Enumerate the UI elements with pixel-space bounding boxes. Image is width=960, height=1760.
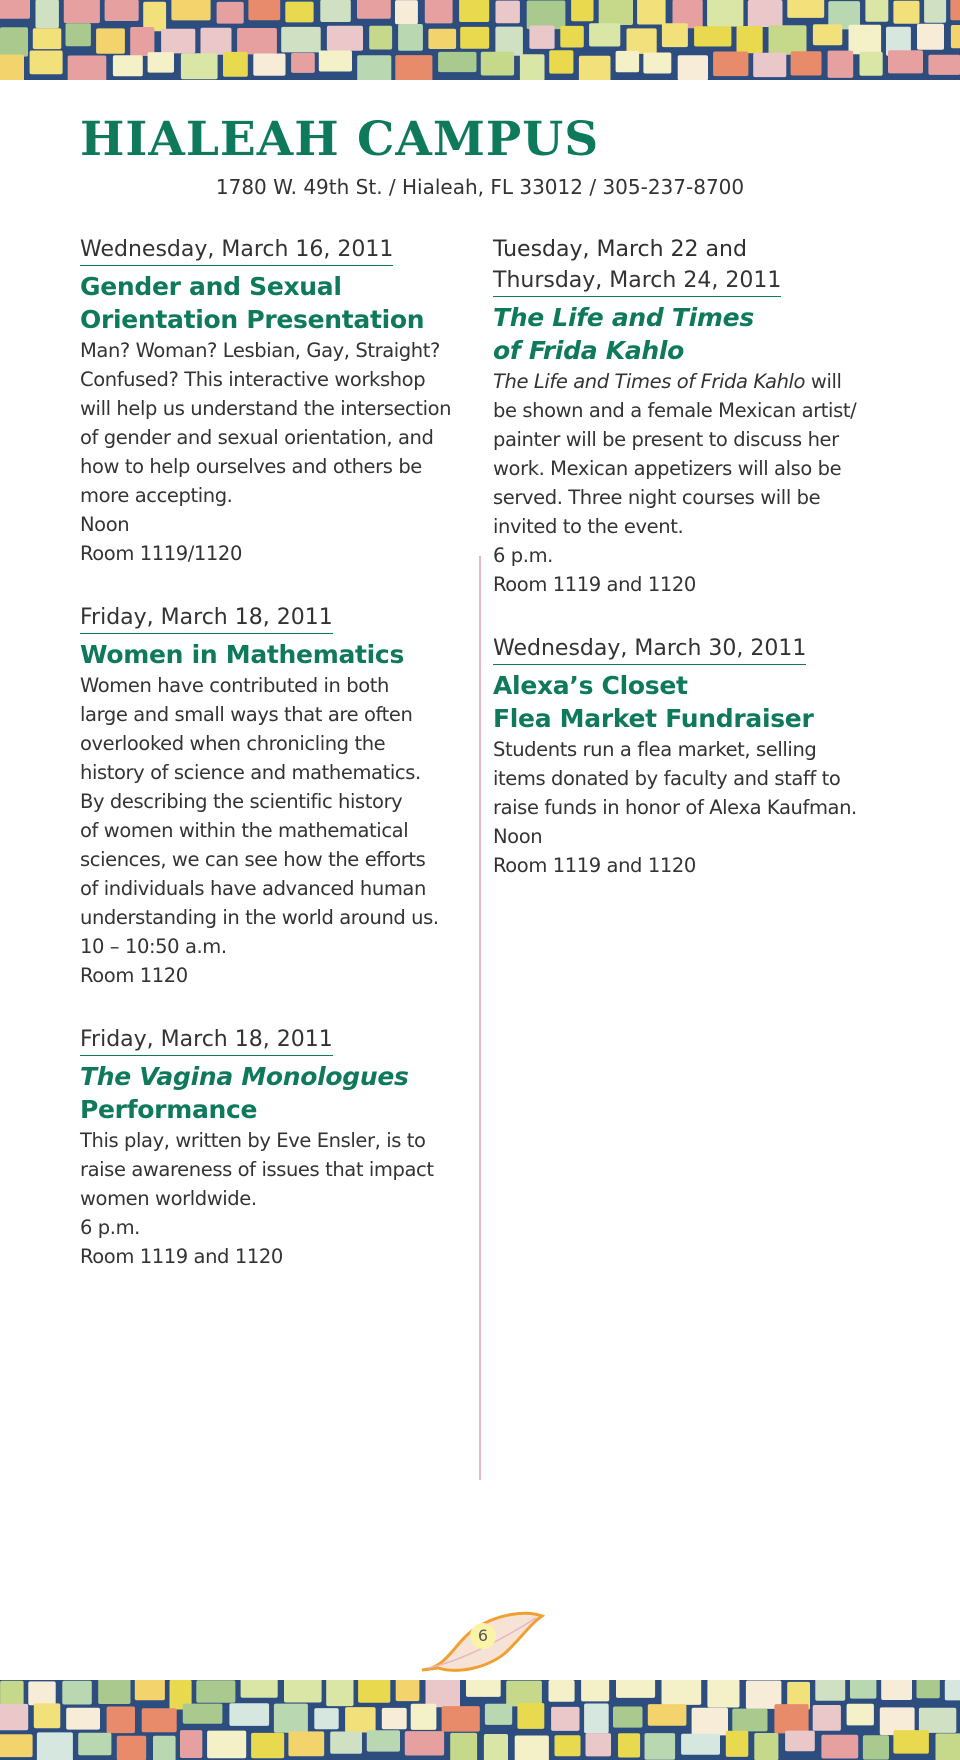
mosaic-tile <box>549 1680 575 1702</box>
event-description: Women have contributed in both large and small ways that are often overlooked when chronicling the history of science and mathematics. By describing the scientific history of women within the mathematical sciences, we can see how the efforts of individuals have advanced human understanding in the world around us. <box>80 674 439 929</box>
mosaic-tile <box>791 51 822 75</box>
mosaic-tile <box>196 1680 235 1702</box>
mosaic-tile <box>645 1733 676 1760</box>
mosaic-tile <box>253 54 285 76</box>
mosaic-tile <box>662 23 688 47</box>
mosaic-tile <box>785 1731 815 1752</box>
mosaic-tile <box>161 29 195 54</box>
mosaic-tile <box>517 1703 544 1729</box>
mosaic-tile <box>460 27 489 49</box>
mosaic-tile <box>37 1732 73 1760</box>
mosaic-tile <box>754 1733 778 1760</box>
mosaic-tile <box>229 1703 269 1726</box>
mosaic-tile <box>181 53 218 79</box>
mosaic-tile <box>314 1708 338 1729</box>
mosaic-tile <box>850 1680 876 1699</box>
event-date <box>493 234 893 299</box>
mosaic-tile <box>815 1680 845 1701</box>
mosaic-tile <box>495 27 523 56</box>
event-time: Noon <box>493 825 543 848</box>
mosaic-tile <box>358 1680 390 1703</box>
mosaic-tile <box>105 0 139 21</box>
mosaic-tile <box>425 0 453 23</box>
event-description: Man? Woman? Lesbian, Gay, Straight? Confused? This interactive workshop will help us understand the intersection of gender and sexual orientation, and how to help ourselves and others be more accepting. <box>80 339 452 507</box>
mosaic-tile <box>148 52 174 73</box>
mosaic-tile <box>207 1731 246 1759</box>
mosaic-tile <box>28 1681 55 1705</box>
mosaic-tile <box>707 0 743 27</box>
mosaic-tile <box>395 0 418 24</box>
mosaic-tile <box>506 1681 542 1707</box>
mosaic-tile <box>881 1680 912 1700</box>
right-column <box>493 234 893 914</box>
mosaic-tile <box>945 1680 960 1700</box>
mosaic-tile <box>153 1736 176 1760</box>
mosaic-tile <box>398 24 423 51</box>
mosaic-tile <box>828 51 854 78</box>
mosaic-tile <box>821 1735 858 1759</box>
mosaic-tile <box>237 28 277 54</box>
mosaic-tile <box>893 1 919 24</box>
event-title: Gender and Sexual Orientation Presentation <box>80 272 425 334</box>
mosaic-tile <box>180 1730 202 1758</box>
mosaic-tile <box>107 1707 135 1734</box>
mosaic-tile <box>96 28 125 53</box>
campus-address: 1780 W. 49th St. / Hialeah, FL 33012 / 305-237-8700 <box>215 175 745 199</box>
mosaic-tile <box>527 1 566 30</box>
event-time: 6 p.m. <box>493 544 553 567</box>
mosaic-tile <box>893 1730 929 1754</box>
mosaic-tile <box>917 24 944 50</box>
mosaic-tiles-bottom <box>0 1680 960 1760</box>
mosaic-tile <box>584 1704 609 1734</box>
mosaic-tile <box>616 51 640 72</box>
mosaic-tile <box>847 1704 874 1726</box>
mosaic-tile <box>520 54 545 80</box>
mosaic-tile <box>613 1707 643 1728</box>
event-date-line1: Tuesday, March 22 and <box>493 237 747 262</box>
mosaic-tile <box>774 1704 808 1733</box>
mosaic-tile <box>0 0 30 19</box>
mosaic-tile <box>217 2 244 24</box>
mosaic-tile <box>753 53 786 77</box>
mosaic-tile <box>713 52 748 77</box>
mosaic-tile <box>201 28 232 55</box>
mosaic-tile <box>860 52 883 76</box>
mosaic-tile <box>616 1680 655 1698</box>
mosaic-tile <box>515 1736 549 1760</box>
mosaic-tile <box>274 1704 308 1733</box>
mosaic-tile <box>919 1708 956 1733</box>
mosaic-tile <box>560 26 584 48</box>
mosaic-tile <box>288 1731 324 1756</box>
event-room: Room 1119 and 1120 <box>493 573 696 596</box>
mosaic-tile <box>485 1704 512 1725</box>
page-number: 6 <box>477 1626 489 1645</box>
event-description: Students run a flea market, selling items donated by faculty and staff to raise funds in honor of Alexa Kaufman. <box>493 738 857 819</box>
event-date: Wednesday, March 16, 2011 <box>80 234 393 266</box>
mosaic-tile <box>555 1735 581 1756</box>
mosaic-tile <box>367 1730 400 1751</box>
mosaic-tile <box>481 52 514 76</box>
mosaic-tile <box>330 1732 362 1754</box>
event-title: Women in Mathematics <box>80 640 405 669</box>
mosaic-tile <box>62 1681 92 1705</box>
event-gender-presentation <box>80 234 470 568</box>
event-title-italic: The Vagina Monologues <box>80 1062 409 1091</box>
mosaic-tile <box>748 0 783 27</box>
mosaic-tile <box>135 1680 165 1700</box>
mosaic-tile <box>450 1733 477 1760</box>
mosaic-tile <box>863 1735 889 1759</box>
mosaic-tile <box>484 1734 508 1760</box>
mosaic-tile <box>787 0 824 18</box>
mosaic-tile <box>442 1706 480 1732</box>
mosaic-tile <box>117 1736 146 1760</box>
event-room: Room 1119 and 1120 <box>493 854 696 877</box>
mosaic-tile <box>769 25 807 55</box>
event-description-italic: The Life and Times of Frida Kahlo <box>493 370 806 393</box>
mosaic-tile <box>285 2 313 23</box>
left-column <box>80 234 470 1305</box>
mosaic-tile <box>707 1680 739 1708</box>
mosaic-tile <box>382 1708 407 1729</box>
mosaic-tile <box>369 26 392 50</box>
event-title-rest: Performance <box>80 1095 258 1124</box>
mosaic-tile <box>248 0 280 20</box>
mosaic-tile <box>589 23 620 46</box>
mosaic-tile <box>888 50 923 73</box>
mosaic-tile <box>737 26 763 53</box>
mosaic-tile <box>0 27 28 56</box>
mosaic-tile <box>813 24 842 45</box>
mosaic-tile <box>183 1704 223 1724</box>
mosaic-tile <box>438 52 476 72</box>
mosaic-tile <box>950 0 960 20</box>
mosaic-tile <box>529 26 554 49</box>
event-alexas-closet <box>493 633 893 880</box>
event-description <box>493 367 893 541</box>
mosaic-tile <box>917 1680 940 1698</box>
mosaic-banner-bottom <box>0 1680 960 1760</box>
event-women-in-mathematics <box>80 602 470 990</box>
mosaic-tile <box>64 0 100 23</box>
mosaic-tile <box>496 1 520 24</box>
mosaic-tile <box>813 1705 841 1731</box>
event-time: Noon <box>80 513 130 536</box>
mosaic-tile <box>571 0 593 21</box>
mosaic-tile <box>865 0 888 22</box>
mosaic-tile <box>618 1733 640 1757</box>
mosaic-tile <box>694 26 731 46</box>
event-time: 6 p.m. <box>80 1216 140 1239</box>
mosaic-tile <box>284 1680 322 1703</box>
event-description-rest: will be shown and a female Mexican artist/ painter will be present to discuss her work. Mexican appetizers will also be served. Three night courses will be invited to the event. <box>493 370 857 538</box>
mosaic-tile <box>357 55 391 80</box>
mosaic-tile <box>426 1680 461 1707</box>
event-date: Wednesday, March 30, 2011 <box>493 633 806 665</box>
mosaic-tile <box>692 1708 728 1736</box>
mosaic-tile <box>396 1680 420 1701</box>
event-room: Room 1119/1120 <box>80 542 242 565</box>
mosaic-tile <box>319 51 352 72</box>
mosaic-tile <box>411 1704 437 1730</box>
column-divider <box>479 556 481 1480</box>
mosaic-tile <box>320 0 351 22</box>
mosaic-tile <box>143 2 166 31</box>
mosaic-tile <box>326 1680 353 1706</box>
mosaic-tile <box>405 1731 444 1755</box>
mosaic-tile <box>66 23 91 46</box>
mosaic-tile <box>33 28 62 49</box>
mosaic-tile <box>551 1707 579 1731</box>
mosaic-tile <box>726 1731 749 1757</box>
mosaic-tile <box>251 1733 284 1758</box>
mosaic-tile <box>68 56 107 81</box>
mosaic-tile <box>130 27 154 56</box>
mosaic-tile <box>466 1680 501 1697</box>
mosaic-tile <box>0 55 24 81</box>
mosaic-tile <box>586 1733 612 1756</box>
mosaic-tile <box>0 1704 28 1730</box>
event-room: Room 1120 <box>80 964 188 987</box>
mosaic-tile <box>36 0 59 28</box>
event-description: This play, written by Eve Ensler, is to raise awareness of issues that impact women worldwide. <box>80 1129 434 1210</box>
mosaic-tile <box>928 55 960 75</box>
event-title <box>80 1060 470 1126</box>
mosaic-tile <box>951 25 960 48</box>
mosaic-tile <box>142 1708 177 1732</box>
event-title: The Life and Times of Frida Kahlo <box>493 303 754 365</box>
event-date: Friday, March 18, 2011 <box>80 602 333 634</box>
campus-title: HIALEAH CAMPUS <box>80 112 600 167</box>
mosaic-tile <box>78 1733 111 1756</box>
mosaic-tile <box>924 0 946 23</box>
event-time: 10 – 10:50 a.m. <box>80 935 227 958</box>
mosaic-tiles-top <box>0 0 960 80</box>
event-date-line2: Thursday, March 24, 2011 <box>493 265 781 297</box>
mosaic-tile <box>281 27 321 53</box>
mosaic-tile <box>241 1680 278 1698</box>
mosaic-tile <box>98 1680 130 1704</box>
mosaic-tile <box>678 55 708 80</box>
mosaic-tile <box>681 1734 720 1755</box>
event-title: Alexa’s Closet Flea Market Fundraiser <box>493 671 814 733</box>
mosaic-tile <box>579 56 611 80</box>
mosaic-tile <box>599 0 633 25</box>
mosaic-tile <box>171 0 210 20</box>
mosaic-tile <box>0 1734 33 1757</box>
mosaic-tile <box>643 53 671 74</box>
event-date: Friday, March 18, 2011 <box>80 1024 333 1056</box>
event-frida-kahlo <box>493 234 893 599</box>
mosaic-tile <box>849 25 882 55</box>
mosaic-tile <box>66 1708 100 1730</box>
mosaic-tile <box>627 28 657 54</box>
mosaic-tile <box>936 1733 960 1760</box>
mosaic-tile <box>34 1703 61 1728</box>
mosaic-tile <box>428 29 456 49</box>
mosaic-tile <box>648 1704 687 1726</box>
mosaic-tile <box>732 1709 767 1732</box>
mosaic-tile <box>30 51 63 75</box>
mosaic-tile <box>327 26 363 51</box>
event-room: Room 1119 and 1120 <box>80 1245 283 1268</box>
mosaic-tile <box>549 50 573 73</box>
mosaic-tile <box>459 0 489 22</box>
mosaic-tile <box>345 1707 376 1732</box>
mosaic-tile <box>113 55 143 76</box>
mosaic-banner-top <box>0 0 960 80</box>
mosaic-tile <box>291 53 315 73</box>
mosaic-tile <box>581 1680 609 1701</box>
event-vagina-monologues <box>80 1024 470 1271</box>
mosaic-tile <box>637 0 666 24</box>
mosaic-tile <box>223 52 248 77</box>
mosaic-tile <box>357 0 391 19</box>
mosaic-tile <box>662 1680 702 1705</box>
mosaic-tile <box>395 55 432 80</box>
